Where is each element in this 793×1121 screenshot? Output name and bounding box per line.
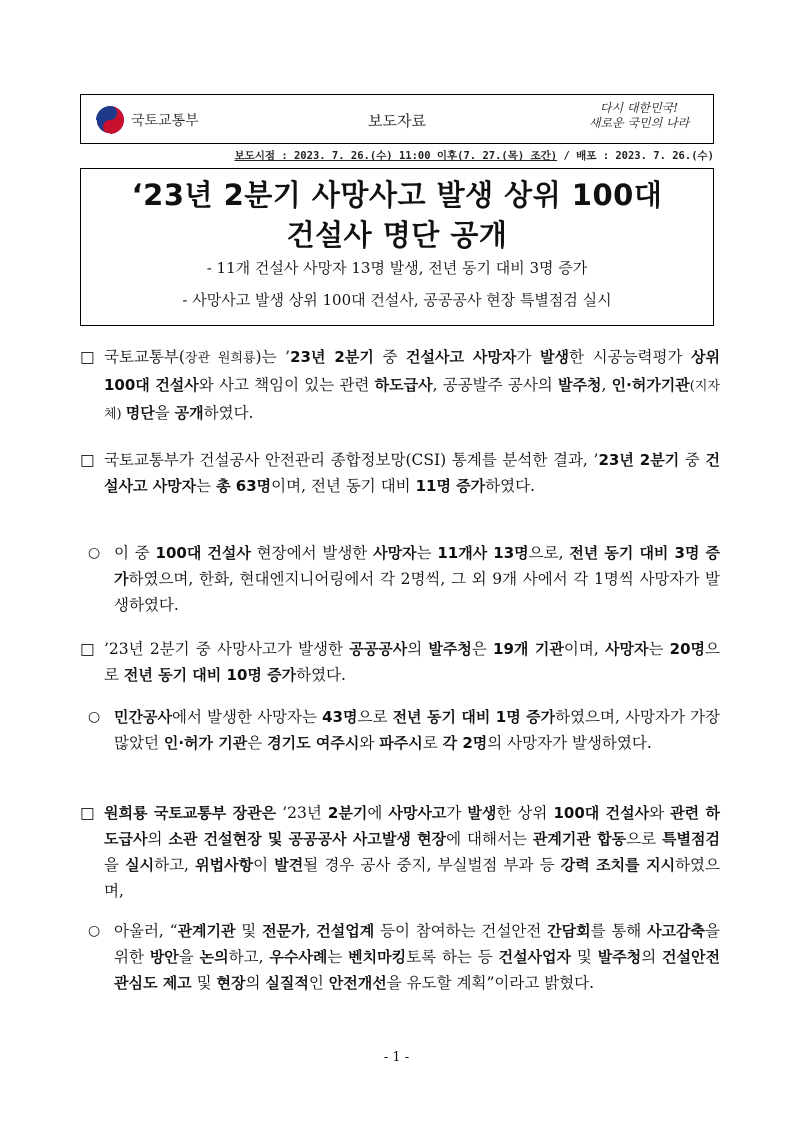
body-text: 와 사고 책임이 있는 관련 <box>198 376 375 394</box>
emphasis-text: 방안 <box>149 948 179 966</box>
body-text: 은 <box>247 734 268 752</box>
body-text: 등이 참여하는 건설안전 <box>374 922 548 940</box>
emphasis-text: 건설안전 관심도 제고 <box>114 948 721 992</box>
emphasis-text: 2분기 <box>327 804 368 822</box>
paragraph-2 <box>80 447 720 499</box>
body-text: 와 <box>359 734 380 752</box>
emphasis-text: 전년 동기 대비 10명 증가 <box>123 666 297 684</box>
emphasis-text: 총 63명 <box>216 477 272 495</box>
emphasis-text: 명단 <box>125 404 155 422</box>
body-text: 될 경우 공사 중지, 부실벌점 부과 등 <box>303 856 561 874</box>
body-text: 의 <box>407 640 429 658</box>
slogan <box>579 101 699 131</box>
body-text: 이 <box>253 856 275 874</box>
emphasis-text: 파주시 <box>379 734 423 752</box>
circle-bullet: ○ <box>88 923 101 939</box>
body-text: 은 <box>471 640 494 658</box>
body-text: 으로 <box>357 708 393 726</box>
doc-type: 보도자료 <box>368 112 426 130</box>
sub-item-text <box>114 540 720 618</box>
sub-item-2 <box>84 704 720 756</box>
slogan-line1: 다시 대한민국! <box>599 101 679 115</box>
body-text: 에 대해서는 <box>446 830 533 848</box>
emphasis-text: 소관 건설현장 및 공공공사 사고발생 현장 <box>168 830 447 848</box>
emphasis-text: 하도급사 <box>374 376 433 394</box>
emphasis-text: 우수사례 <box>269 948 328 966</box>
body-text: 토록 하는 등 <box>406 948 499 966</box>
emphasis-text: 100대 건설사 <box>155 544 251 562</box>
emphasis-text: 상위 100대 건설사 <box>104 348 721 394</box>
body-text: 는 <box>648 640 670 658</box>
emphasis-text: 관련 하도급사 <box>104 804 720 848</box>
body-text: 의 사망자가 발생하였다. <box>487 734 652 752</box>
body-text: 의 <box>641 948 663 966</box>
body-text: 하고, <box>154 856 196 874</box>
distribution-date: / 배포 : 2023. 7. 26.(수) <box>557 150 714 162</box>
embargo-time: 보도시점 : 2023. 7. 26.(수) 11:00 이후(7. 27.(목) 조간) <box>234 150 558 162</box>
emphasis-text: 발주청 <box>428 640 472 658</box>
body-text: 는 <box>196 477 217 495</box>
body-text: 으로 <box>626 830 663 848</box>
body-text: , 공공발주 공사의 <box>432 376 558 394</box>
sub-item-1 <box>84 540 720 618</box>
paragraph-3 <box>80 636 720 688</box>
title-line-2: 건설사 명단 공개 <box>286 218 508 252</box>
emphasis-text: 전문가 <box>262 922 306 940</box>
subtitle-1: - 11개 건설사 사망자 13명 발생, 전년 동기 대비 3명 증가 <box>206 259 588 277</box>
body-text: 하였으며, 사망자가 가장 많았던 <box>114 708 720 752</box>
emphasis-text: 사망사고 <box>388 804 447 822</box>
paragraph-text <box>104 447 720 499</box>
emphasis-text: 23년 2분기 <box>290 348 374 366</box>
body-text: 가 <box>516 348 540 366</box>
circle-bullet: ○ <box>88 709 101 725</box>
emphasis-text: 20명 <box>669 640 706 658</box>
body-text: 인 <box>308 974 329 992</box>
body-text: 로 <box>422 734 443 752</box>
emphasis-text: 발견 <box>274 856 304 874</box>
paragraph-4 <box>80 800 720 904</box>
body-text: 이며, <box>563 640 605 658</box>
emphasis-text: 11명 증가 <box>415 477 486 495</box>
emphasis-text: 인·허가기관 <box>611 376 690 394</box>
body-text: , <box>305 922 317 940</box>
body-text: 중 <box>679 451 706 469</box>
subtitle-2: - 사망사고 발생 상위 100대 건설사, 공공공사 현장 특별점검 실시 <box>182 291 612 309</box>
emphasis-text: 건설사고 사망자 <box>104 451 720 495</box>
emphasis-text: 현장 <box>216 974 246 992</box>
emphasis-text: 특별점검 <box>662 830 721 848</box>
body-text: 하고, <box>228 948 270 966</box>
release-line <box>80 148 714 163</box>
paragraph-text <box>104 344 720 428</box>
body-text: 으로, <box>528 544 570 562</box>
body-text: 장관 원희룡 <box>184 351 256 366</box>
sub-item-3 <box>84 918 720 996</box>
body-text: 으로 <box>104 640 720 684</box>
emphasis-text: 건설사고 사망자 <box>406 348 517 366</box>
sub-item-text <box>114 704 720 756</box>
emphasis-text: 공공공사 <box>349 640 408 658</box>
body-text: 을 <box>178 948 200 966</box>
emphasis-text: 발주청 <box>558 376 602 394</box>
body-text: ’23년 2분기 중 사망사고가 발생한 <box>104 640 350 658</box>
body-text: 는 <box>327 948 349 966</box>
body-text: 하였으며, 한화, 현대엔지니어링에서 각 2명씩, 그 외 9개 사에서 각 1명씩 사망자가 발생하였다. <box>114 570 720 614</box>
body-text: 에서 발생한 사망자는 <box>171 708 323 726</box>
emphasis-text: 위법사항 <box>195 856 254 874</box>
emphasis-text: 사망자 <box>604 640 649 658</box>
emphasis-text: 실시 <box>125 856 155 874</box>
body-text: 국토교통부가 건설공사 안전관리 종합정보망(CSI) 통계를 분석한 결과, ’ <box>104 451 599 469</box>
box-bullet: □ <box>80 348 95 366</box>
body-text: 하였으며, <box>104 856 720 900</box>
body-text: )는 ’ <box>255 348 291 366</box>
body-text: 한 시공능력평가 <box>568 348 692 366</box>
emphasis-text: 사고감축 <box>647 922 706 940</box>
emphasis-text: 100대 건설사 <box>553 804 650 822</box>
emphasis-text: 관계기관 <box>177 922 236 940</box>
emphasis-text: 전년 동기 대비 1명 증가 <box>392 708 556 726</box>
ministry-name: 국토교통부 <box>131 113 199 129</box>
emphasis-text: 경기도 여주시 <box>267 734 360 752</box>
header-box <box>80 94 714 144</box>
body-text: 이며, 전년 동기 대비 <box>271 477 416 495</box>
body-text: 하였다. <box>203 404 254 422</box>
body-text: 의 <box>245 974 266 992</box>
body-text: 이 중 <box>114 544 156 562</box>
body-text: 현장에서 발생한 <box>250 544 374 562</box>
emphasis-text: 원희룡 국토교통부 장관은 <box>104 804 277 822</box>
emphasis-text: 발생 <box>467 804 497 822</box>
body-text: 을 <box>154 404 175 422</box>
emphasis-text: 안전개선 <box>328 974 387 992</box>
emphasis-text: 실질적 <box>265 974 309 992</box>
paragraph-text <box>104 800 720 904</box>
body-text: 가 <box>446 804 468 822</box>
body-text: 및 <box>235 922 263 940</box>
body-text: 하였다. <box>485 477 536 495</box>
body-text: 을 유도할 계획”이라고 밝혔다. <box>386 974 595 992</box>
box-bullet: □ <box>80 451 95 469</box>
circle-bullet: ○ <box>88 545 101 561</box>
emphasis-text: 각 2명 <box>442 734 488 752</box>
body-text: 하였다. <box>296 666 346 684</box>
title-box <box>80 168 714 326</box>
emphasis-text: 간담회 <box>547 922 591 940</box>
paragraph-1 <box>80 344 720 428</box>
sub-item-text <box>114 918 720 996</box>
page-number: - 1 - <box>383 1050 410 1065</box>
emphasis-text: 발주청 <box>597 948 642 966</box>
slogan-line2: 새로운 국민의 나라 <box>588 116 690 130</box>
body-text: , <box>601 376 612 394</box>
body-text: 의 <box>147 830 169 848</box>
emphasis-text: 인·허가 기관 <box>163 734 248 752</box>
title-line-1: ‘23년 2분기 사망사고 발생 상위 100대 <box>131 178 663 212</box>
body-text: 및 <box>191 974 217 992</box>
body-text: 와 <box>649 804 671 822</box>
emphasis-text: 발생 <box>540 348 569 366</box>
body-text: 및 <box>571 948 598 966</box>
body-text: 한 상위 <box>496 804 554 822</box>
body-text: 에 <box>367 804 389 822</box>
emphasis-text: 관계기관 합동 <box>532 830 627 848</box>
body-text: 중 <box>373 348 407 366</box>
body-text: 을 위한 <box>114 922 721 966</box>
body-text: 아울러, “ <box>114 922 178 940</box>
emphasis-text: 11개사 13명 <box>437 544 529 562</box>
emphasis-text: 43명 <box>322 708 358 726</box>
emphasis-text: 민간공사 <box>114 708 172 726</box>
emphasis-text: 벤치마킹 <box>348 948 407 966</box>
emphasis-text: 19개 기관 <box>493 640 564 658</box>
emphasis-text: 공개 <box>174 404 204 422</box>
body-text: 를 통해 <box>590 922 648 940</box>
body-text: (지자체) <box>104 379 720 422</box>
body-text: 을 <box>104 856 126 874</box>
emphasis-text: 건설업계 <box>316 922 375 940</box>
paragraph-text <box>104 636 720 688</box>
emphasis-text: 사망자 <box>373 544 417 562</box>
emphasis-text: 전년 동기 대비 3명 증가 <box>114 544 721 588</box>
box-bullet: □ <box>80 804 95 822</box>
emphasis-text: 23년 2분기 <box>598 451 680 469</box>
emphasis-text: 건설사업자 <box>498 948 572 966</box>
body-text: ’23년 <box>276 804 328 822</box>
body-text: 는 <box>416 544 438 562</box>
emphasis-text: 논의 <box>199 948 229 966</box>
body-text: 국토교통부( <box>104 348 185 366</box>
box-bullet: □ <box>80 640 95 658</box>
emphasis-text: 강력 조치를 지시 <box>560 856 676 874</box>
